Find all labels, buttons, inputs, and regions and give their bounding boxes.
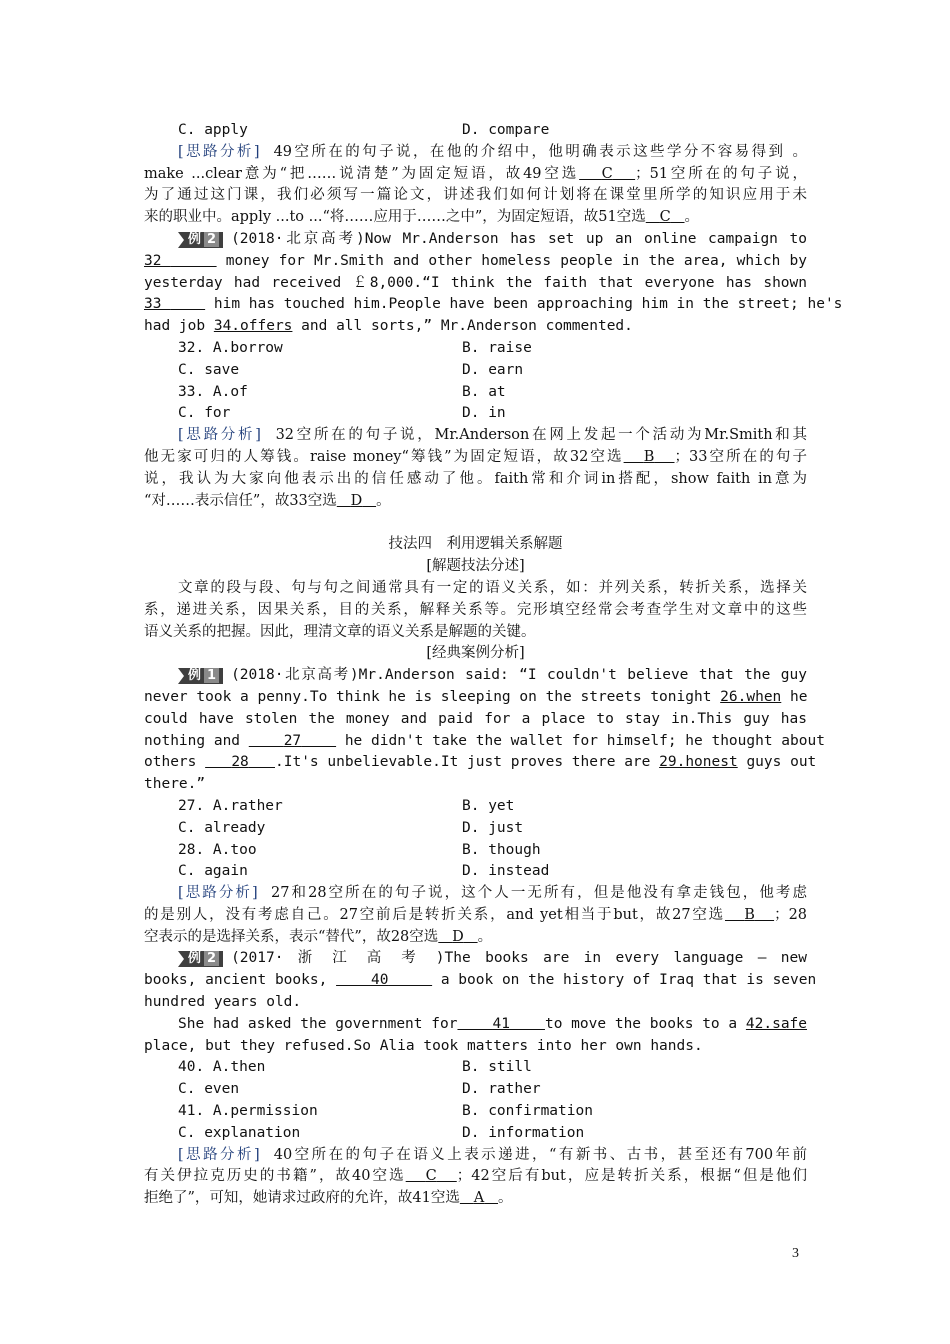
option-row: C. for D. in <box>178 405 506 422</box>
option-row: C. save D. earn <box>178 361 524 378</box>
example-tag: 例 2 <box>178 951 223 967</box>
passage-blank: 32 <box>144 252 171 269</box>
option-row: 27. A.rather B. yet <box>178 797 515 814</box>
passage-line: place, but they refused.So Alia took matters into her own hands. <box>144 1037 703 1054</box>
analysis-line: 为了通过这门课，我们必须写一篇论文，讲述我们如何计划将在课堂里所学的知识应用于未 <box>144 187 807 204</box>
passage-line: there.” <box>144 776 206 793</box>
analysis-line: 拒绝了”，可知，她请求过政府的允许，故41空选 A 。 <box>144 1190 513 1207</box>
page-number: 3 <box>792 1246 799 1261</box>
passage-line: never took a penny.To think he is sleeping on the streets tonight 26.when he <box>144 688 808 705</box>
passage-line: hundred years old. <box>144 994 302 1011</box>
answer-blank: B <box>744 906 755 923</box>
analysis-line: “对……表示信任”，故33空选 D 。 <box>144 492 391 509</box>
option-row: C. already D. just <box>178 819 524 836</box>
analysis-label: [思路分析] <box>178 143 260 160</box>
option-row: 32. A.borrow B. raise <box>178 339 532 356</box>
analysis-line: [思路分析] 27和28空所在的句子说，这个人一无所有，但是他没有拿走钱包，他考虑 <box>178 885 807 902</box>
example-tag: 例 1 <box>178 668 223 684</box>
paragraph-line: 系，递进关系，因果关系，目的关系，解释关系等。完形填空经常会考查学生对文章中的这些 <box>144 601 807 618</box>
passage-line: others 28 .It's unbelievable.It just proves there are 29.honest guys out <box>144 754 817 771</box>
section-subtitle: [经典案例分析] <box>426 645 525 662</box>
example-heading: 例 1 (2018·北京高考)Mr.Anderson said: “I couldn't believe that the guy <box>144 665 807 687</box>
analysis-line: 来的职业中。apply ...to ...“将……应用于……之中”，为固定短语，故51空选 C 。 <box>144 209 700 226</box>
analysis-line: 的是别人，没有考虑自己。27空前后是转折关系，and yet相当于but，故27空选 B ；28 <box>144 906 808 923</box>
passage-line: nothing and 27 he didn't take the wallet for himself; he thought about <box>144 732 825 749</box>
document-page <box>144 120 843 1210</box>
analysis-line: 空表示的是选择关系，表示“替代”，故28空选 D 。 <box>144 928 493 945</box>
analysis-label: [思路分析] <box>178 427 261 444</box>
example-heading: 例 2 (2017· 浙 江 高 考 )The books are in every language — new <box>144 948 807 970</box>
analysis-line: 有关伊拉克历史的书籍”，故40空选 C ；42空后有but，应是转折关系，根据“但是他们 <box>144 1168 808 1185</box>
answer-blank: C <box>659 209 671 226</box>
analysis-line: [思路分析] 40空所在的句子在语义上表示递进，“有新书、古书，甚至还有700年前 <box>178 1146 807 1163</box>
passage-line: yesterday had received ￡8,000.“I think the faith that everyone has shown <box>144 274 807 291</box>
option-row: 41. A.permission B. confirmation <box>178 1103 593 1120</box>
option: C. apply <box>178 122 248 138</box>
analysis-line: 他无家可归的人筹钱。raise money“筹钱”为固定短语，故32空选 B ；33空所在的句子 <box>144 448 808 465</box>
passage-line: could have stolen the money and paid for a place to stay in.This guy has <box>144 710 807 727</box>
analysis-line: make ...clear意为“把……说清楚”为固定短语，故49空选 C ；51空所在的句子说， <box>144 165 808 182</box>
example-heading: 例 2 (2018·北京高考)Now Mr.Anderson has set up an online campaign to <box>144 229 807 251</box>
passage-line: books, ancient books, 40 a book on the history of Iraq that is seven <box>144 972 817 989</box>
passage-blank: 28 <box>231 754 249 771</box>
option-row: C. again D. instead <box>178 863 550 880</box>
analysis-label: [思路分析] <box>178 1146 260 1163</box>
analysis-label: [思路分析] <box>178 885 258 902</box>
analysis-line: [思路分析] 32空所在的句子说，Mr.Anderson在网上发起一个活动为Mr.Smith和其 <box>178 427 807 444</box>
answer-blank: D <box>350 492 363 509</box>
paragraph-line: 语义关系的把握。因此，理清文章的语义关系是解题的关键。 <box>144 623 536 640</box>
option-row: 33. A.of B. at <box>178 383 506 400</box>
paragraph-line: 文章的段与段、句与句之间通常具有一定的语义关系，如：并列关系，转折关系，选择关 <box>178 579 807 596</box>
passage-blank: 33 <box>144 296 171 313</box>
option-row: 28. A.too B. though <box>178 841 541 858</box>
section-title: 技法四 利用逻辑关系解题 <box>388 536 563 553</box>
passage-line: had job 34.offers and all sorts,” Mr.Anderson commented. <box>144 318 633 335</box>
answer-blank: A <box>473 1190 485 1207</box>
passage-line: 32 money for Mr.Smith and other homeless people in the area, which by <box>144 252 807 269</box>
passage-line: She had asked the government for 41 to move the books to a 42.safe <box>178 1015 808 1032</box>
option-row: C. explanation D. information <box>178 1124 585 1141</box>
analysis-line: 说，我认为大家向他表示出的信任感动了他。faith常和介词in搭配，show faith in意为 <box>144 470 807 487</box>
section-subtitle: [解题技法分述] <box>426 558 525 575</box>
passage-blank: 40 <box>370 972 389 989</box>
passage-blank: 27 <box>283 732 302 749</box>
example-tag: 例 2 <box>178 232 223 248</box>
option: D. compare <box>462 122 550 138</box>
analysis-line: [思路分析] 49空所在的句子说，在他的介绍中，他明确表示这些学分不容易得到 。 <box>178 143 808 160</box>
option-row: C. even D. rather <box>178 1081 541 1098</box>
answer-blank: B <box>643 448 655 465</box>
passage-line: 33 him has touched him.People have been approaching him in the street; he's <box>144 296 843 313</box>
answer-blank: C <box>601 165 613 182</box>
passage-blank: 41 <box>492 1015 510 1032</box>
answer-blank: D <box>452 928 464 945</box>
answer-blank: C <box>425 1168 437 1185</box>
option-row: 40. A.then B. still <box>178 1059 532 1076</box>
option-row <box>144 120 807 142</box>
